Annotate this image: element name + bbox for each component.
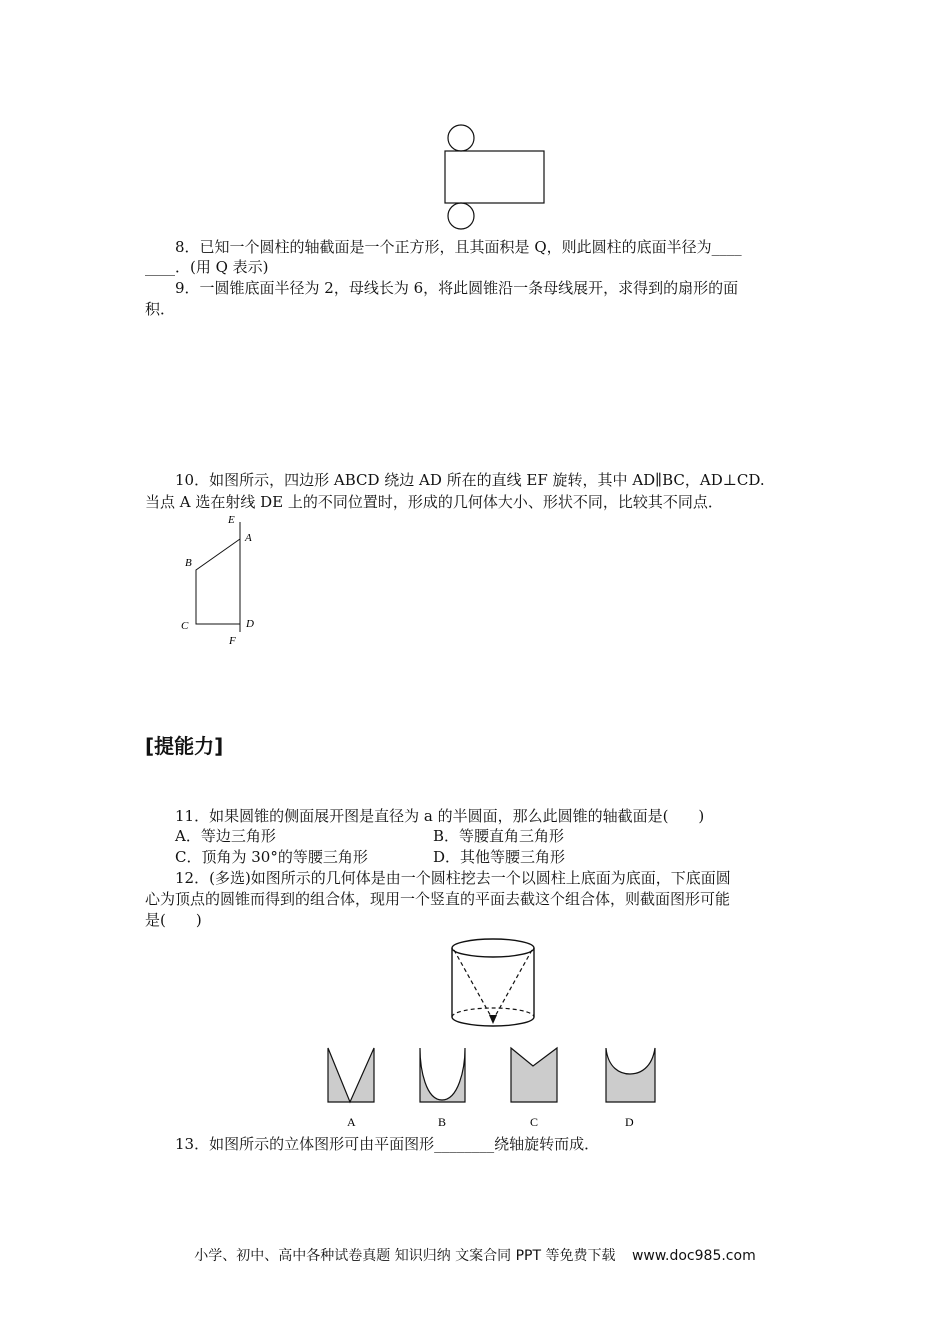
label-d: D [246, 618, 254, 630]
net-top-circle [448, 125, 474, 151]
label-b: B [185, 557, 192, 569]
trapezoid-rotation-figure [175, 510, 265, 650]
q10-line2: 当点 A 选在射线 DE 上的不同位置时，形成的几何体大小、形状不同，比较其不同点． [145, 493, 723, 511]
footer-text: 小学、初中、高中各种试卷真题 知识归纳 文案合同 PPT 等免费下载 [194, 1248, 616, 1264]
section-heading: [提能力] [145, 734, 224, 758]
cylinder-top-ellipse [452, 939, 534, 957]
net-bottom-circle [448, 203, 474, 229]
q10-line1: 10．如图所示，四边形 ABCD 绕边 AD 所在的直线 EF 旋转，其中 AD∥BC，AD⊥CD. [175, 471, 765, 489]
footer-site[interactable]: www.doc985.com [631, 1248, 756, 1264]
q9-line2: 积． [145, 300, 176, 318]
q12-line1: 12．(多选)如图所示的几何体是由一个圆柱挖去一个以圆柱上底面为底面，下底面圆 [175, 869, 731, 887]
q12-choices-figure [320, 1040, 665, 1132]
cylinder-cone-figure [440, 935, 545, 1035]
q11-option-b: B．等腰直角三角形 [433, 827, 565, 845]
label-e: E [228, 514, 235, 526]
q11-option-c: C．顶角为 30°的等腰三角形 [175, 848, 368, 866]
choice-c-shape [511, 1048, 557, 1102]
choice-a-shape [328, 1048, 374, 1102]
q12-line3: 是( ) [145, 911, 202, 929]
label-c: C [181, 620, 189, 632]
q8-line2: ____．(用 Q 表示) [145, 258, 269, 276]
q11-option-a: A．等边三角形 [175, 827, 276, 845]
choice-b-shape [420, 1048, 465, 1102]
choice-b-label: B [438, 1115, 447, 1129]
choice-d-label: D [625, 1115, 634, 1129]
q11-stem: 11．如果圆锥的侧面展开图是直径为 a 的半圆面，那么此圆锥的轴截面是( ) [175, 807, 705, 825]
q12-line2: 心为顶点的圆锥而得到的组合体，现用一个竖直的平面去截这个组合体，则截面图形可能 [145, 890, 731, 908]
choice-a-label: A [347, 1115, 356, 1129]
page-footer [0, 1245, 950, 1265]
cone-apex-arrow [489, 1015, 497, 1024]
choice-d-shape [606, 1048, 655, 1102]
q9-line1: 9．一圆锥底面半径为 2，母线长为 6，将此圆锥沿一条母线展开，求得到的扇形的面 [175, 279, 739, 297]
label-f: F [229, 635, 236, 647]
q8-line1: 8．已知一个圆柱的轴截面是一个正方形，且其面积是 Q，则此圆柱的底面半径为____ [175, 238, 742, 256]
choice-c-label: C [530, 1115, 539, 1129]
label-a: A [245, 532, 252, 544]
q11-option-d: D．其他等腰三角形 [433, 848, 566, 866]
cone-right-edge [493, 950, 532, 1020]
net-rectangle [445, 151, 544, 203]
cylinder-net-figure [440, 122, 550, 232]
trapezoid-abcd [196, 539, 240, 624]
q13-stem: 13．如图所示的立体图形可由平面图形________绕轴旋转而成． [175, 1135, 600, 1153]
